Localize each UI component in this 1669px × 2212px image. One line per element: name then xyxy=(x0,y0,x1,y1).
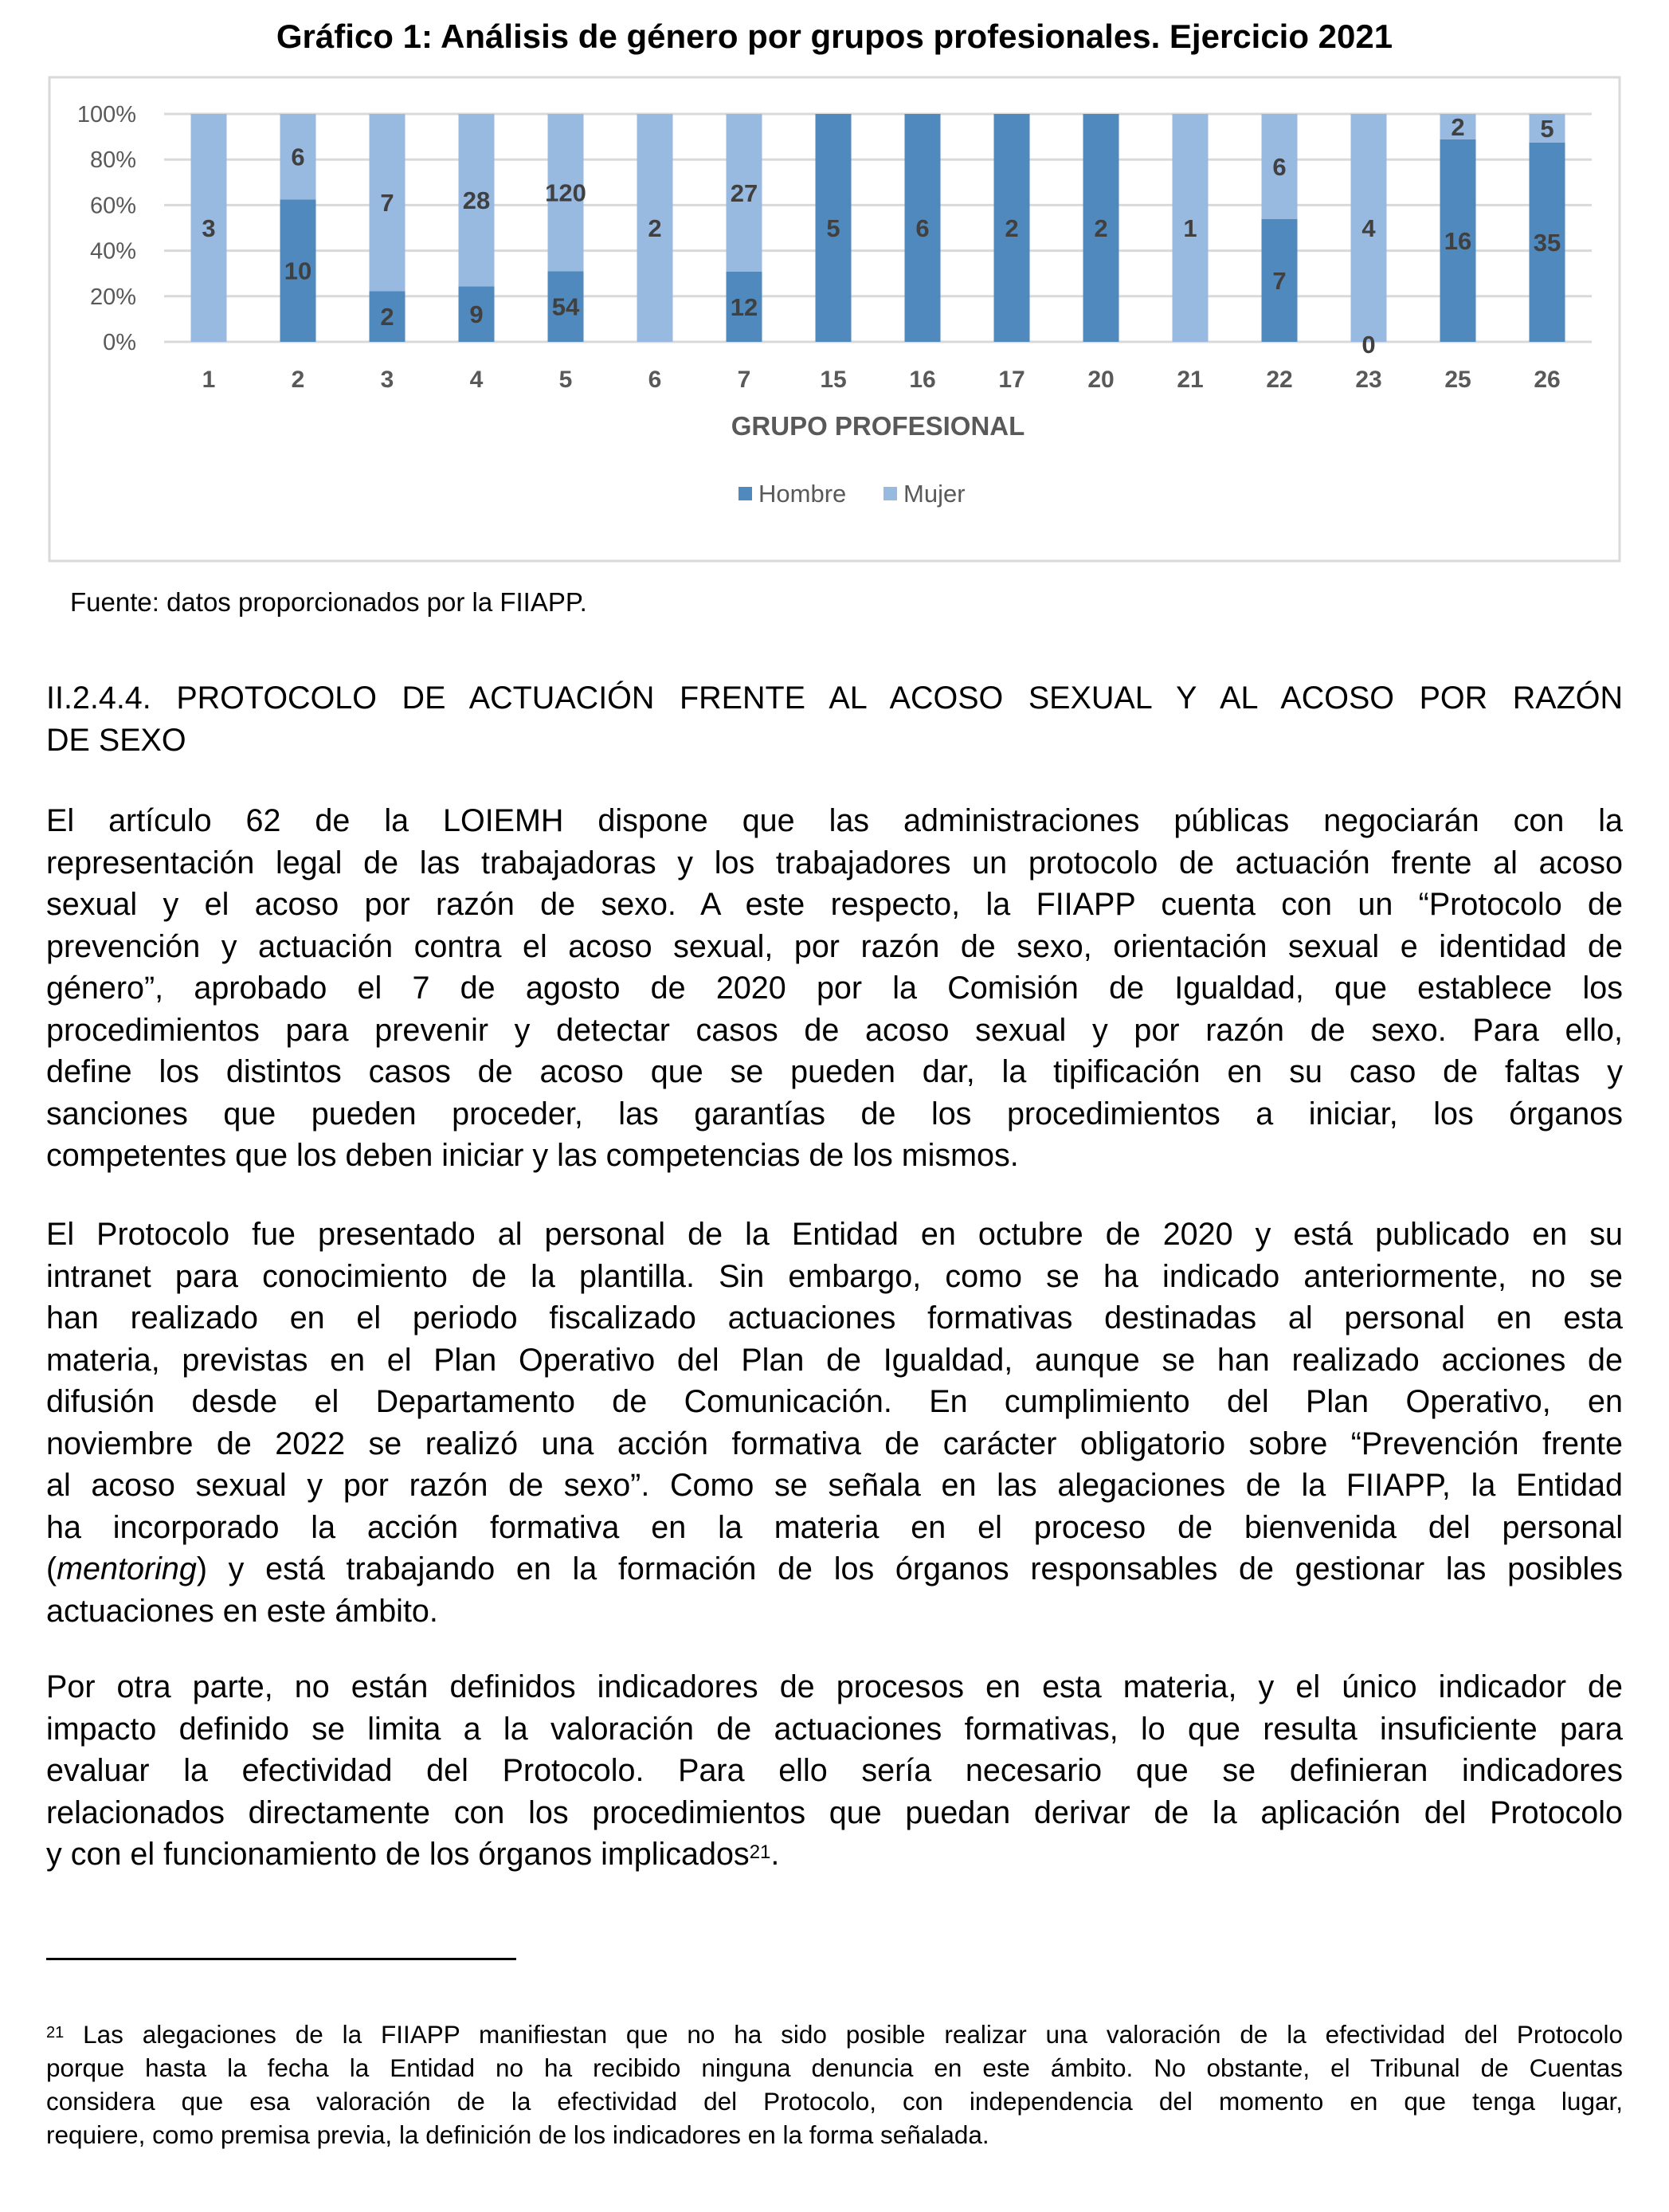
text-line: El artículo 62 de la LOIEMH dispone que las administraciones públicas negociarán con la xyxy=(46,803,1623,838)
data-label-mujer: 4 xyxy=(1361,214,1376,242)
text-line: Por otra parte, no están definidos indicadores de procesos en esta materia, y el único indicador de xyxy=(46,1669,1623,1704)
text-line: relacionados directamente con los procedimientos que puedan derivar de la aplicación del Protocolo xyxy=(46,1794,1623,1830)
text-line: ha incorporado la acción formativa en la materia en el proceso de bienvenida del personal xyxy=(46,1509,1623,1545)
data-label-hombre: 2 xyxy=(380,303,394,331)
x-tick-label: 1 xyxy=(202,367,216,393)
data-label-hombre: 5 xyxy=(826,214,840,242)
text-line: prevención y actuación contra el acoso sexual, por razón de sexo, orientación sexual e identidad de xyxy=(46,928,1623,964)
paragraph-3 xyxy=(46,1666,1623,1876)
data-label-mujer: 6 xyxy=(1272,153,1287,181)
x-tick-label: 4 xyxy=(469,367,484,393)
text-line: sexual y el acoso por razón de sexo. A este respecto, la FIIAPP cuenta con un “Protocolo de xyxy=(46,887,1623,922)
text-span: Las alegaciones de la FIIAPP manifiestan que no ha sido posible realizar una valoración de la efectividad del Protocolo xyxy=(64,2020,1623,2049)
x-tick-label: 6 xyxy=(648,367,662,393)
footnote-reference: 21 xyxy=(749,1841,771,1863)
y-tick-label: 0% xyxy=(103,330,136,355)
text-line: II.2.4.4. PROTOCOLO DE ACTUACIÓN FRENTE AL ACOSO SEXUAL Y AL ACOSO POR RAZÓN xyxy=(46,680,1623,716)
legend-swatch-hombre xyxy=(739,487,752,500)
section-heading xyxy=(46,677,1623,761)
text-line: competentes que los deben iniciar y las competencias de los mismos. xyxy=(46,1138,1019,1173)
chart-source: Fuente: datos proporcionados por la FIIAPP. xyxy=(70,587,587,617)
text-span: y con el funcionamiento de los órganos implicados xyxy=(46,1837,750,1872)
data-label-mujer: 2 xyxy=(1451,112,1465,141)
text-line: intranet para conocimiento de la plantilla. Sin embargo, como se ha indicado anteriormente, no se xyxy=(46,1258,1623,1294)
text-span: ( xyxy=(46,1551,57,1586)
data-label-mujer: 7 xyxy=(380,189,394,218)
footnote-divider xyxy=(46,1958,516,1960)
x-tick-label: 2 xyxy=(291,367,305,393)
footnote-line xyxy=(46,2018,1623,2051)
text-line: sanciones que pueden proceder, las garantías de los procedimientos a iniciar, los órganos xyxy=(46,1096,1623,1131)
footnote xyxy=(46,2018,1623,2151)
x-axis-title: GRUPO PROFESIONAL xyxy=(731,411,1025,441)
y-tick-label: 40% xyxy=(89,238,136,265)
data-label-mujer: 3 xyxy=(202,214,216,242)
footnote-line xyxy=(46,2085,1623,2118)
text-line: al acoso sexual y por razón de sexo”. Como se señala en las alegaciones de la FIIAPP, la Entidad xyxy=(46,1468,1623,1503)
text-line: actuaciones en este ámbito. xyxy=(46,1593,438,1629)
data-label-mujer: 28 xyxy=(462,186,491,215)
x-tick-label: 26 xyxy=(1534,367,1561,393)
data-label-hombre: 2 xyxy=(1005,214,1019,242)
text-line: noviembre de 2022 se realizó una acción formativa de carácter obligatorio sobre “Prevención frente xyxy=(46,1426,1623,1461)
x-tick-label: 17 xyxy=(998,367,1025,393)
x-tick-label: 16 xyxy=(909,367,936,393)
text-line: materia, previstas en el Plan Operativo del Plan de Igualdad, aunque se han realizado acciones de xyxy=(46,1342,1623,1378)
data-label-hombre: 7 xyxy=(1272,267,1287,295)
text-line xyxy=(46,1834,1623,1876)
data-label-hombre: 0 xyxy=(1361,331,1376,359)
data-label-hombre: 6 xyxy=(915,214,930,242)
data-label-mujer: 5 xyxy=(1540,114,1554,143)
x-tick-label: 15 xyxy=(820,367,847,393)
x-tick-label: 7 xyxy=(737,367,751,393)
text-line: han realizado en el periodo fiscalizado actuaciones formativas destinadas al personal en esta xyxy=(46,1300,1623,1335)
x-tick-label: 20 xyxy=(1087,367,1115,393)
x-tick-label: 23 xyxy=(1355,367,1382,393)
data-label-mujer: 2 xyxy=(648,214,662,242)
text-span: requiere, como premisa previa, la definición de los indicadores en la forma señalada. xyxy=(46,2120,989,2149)
text-span: considera que esa valoración de la efectividad del Protocolo, con independencia del momento en que tenga lugar, xyxy=(46,2087,1623,2116)
data-label-hombre: 16 xyxy=(1444,226,1472,255)
footnote-line xyxy=(46,2051,1623,2085)
data-label-mujer: 120 xyxy=(545,178,586,207)
text-line: difusión desde el Departamento de Comunicación. En cumplimiento del Plan Operativo, en xyxy=(46,1384,1623,1419)
x-tick-label: 21 xyxy=(1177,367,1204,393)
y-tick-label: 80% xyxy=(89,147,136,174)
y-tick-label: 20% xyxy=(89,284,136,310)
data-label-hombre: 2 xyxy=(1094,214,1108,242)
text-line: El Protocolo fue presentado al personal de la Entidad en octubre de 2020 y está publicado en su xyxy=(46,1217,1623,1252)
text-line: DE SEXO xyxy=(46,722,186,758)
text-line: define los distintos casos de acoso que se pueden dar, la tipificación en su caso de faltas y xyxy=(46,1054,1623,1089)
text-line: procedimientos para prevenir y detectar casos de acoso sexual y por razón de sexo. Para ello, xyxy=(46,1012,1623,1048)
text-line xyxy=(46,1548,1623,1590)
x-tick-label: 5 xyxy=(558,367,573,393)
text-line: impacto definido se limita a la valoración de actuaciones formativas, lo que resulta insuficiente para xyxy=(46,1711,1623,1747)
paragraph-1 xyxy=(46,800,1623,1177)
data-label-hombre: 9 xyxy=(469,300,484,329)
legend-label-mujer: Mujer xyxy=(903,480,966,508)
footnote-number: 21 xyxy=(46,2024,65,2041)
data-label-hombre: 35 xyxy=(1533,228,1561,257)
stacked-bar-chart xyxy=(0,0,1669,574)
data-label-mujer: 27 xyxy=(730,179,758,207)
y-tick-label: 100% xyxy=(76,102,136,127)
italic-term: mentoring xyxy=(57,1551,197,1586)
data-label-hombre: 12 xyxy=(730,293,758,321)
data-label-hombre: 54 xyxy=(551,292,580,321)
text-line: evaluar la efectividad del Protocolo. Para ello sería necesario que se definieran indicadores xyxy=(46,1753,1623,1788)
footnote-line xyxy=(46,2118,1623,2151)
x-tick-label: 25 xyxy=(1444,367,1471,393)
chart-title: Gráfico 1: Análisis de género por grupos profesionales. Ejercicio 2021 xyxy=(276,18,1393,55)
text-span: porque hasta la fecha la Entidad no ha recibido ninguna denuncia en este ámbito. No obstante, el Tribunal de Cuentas xyxy=(46,2053,1623,2082)
legend-swatch-mujer xyxy=(883,487,897,500)
x-tick-label: 22 xyxy=(1266,367,1293,393)
paragraph-2 xyxy=(46,1214,1623,1632)
text-line: representación legal de las trabajadoras y los trabajadores un protocolo de actuación frente al acoso xyxy=(46,845,1623,880)
x-tick-label: 3 xyxy=(380,367,394,393)
data-label-mujer: 6 xyxy=(291,143,305,171)
text-span: . xyxy=(770,1837,780,1872)
legend-label-hombre: Hombre xyxy=(758,480,847,508)
text-line: género”, aprobado el 7 de agosto de 2020 por la Comisión de Igualdad, que establece los xyxy=(46,971,1623,1006)
data-label-hombre: 10 xyxy=(284,257,312,285)
data-label-mujer: 1 xyxy=(1183,214,1197,242)
y-tick-label: 60% xyxy=(89,193,136,219)
text-span: ) y está trabajando en la formación de los órganos responsables de gestionar las posibles xyxy=(196,1551,1623,1586)
